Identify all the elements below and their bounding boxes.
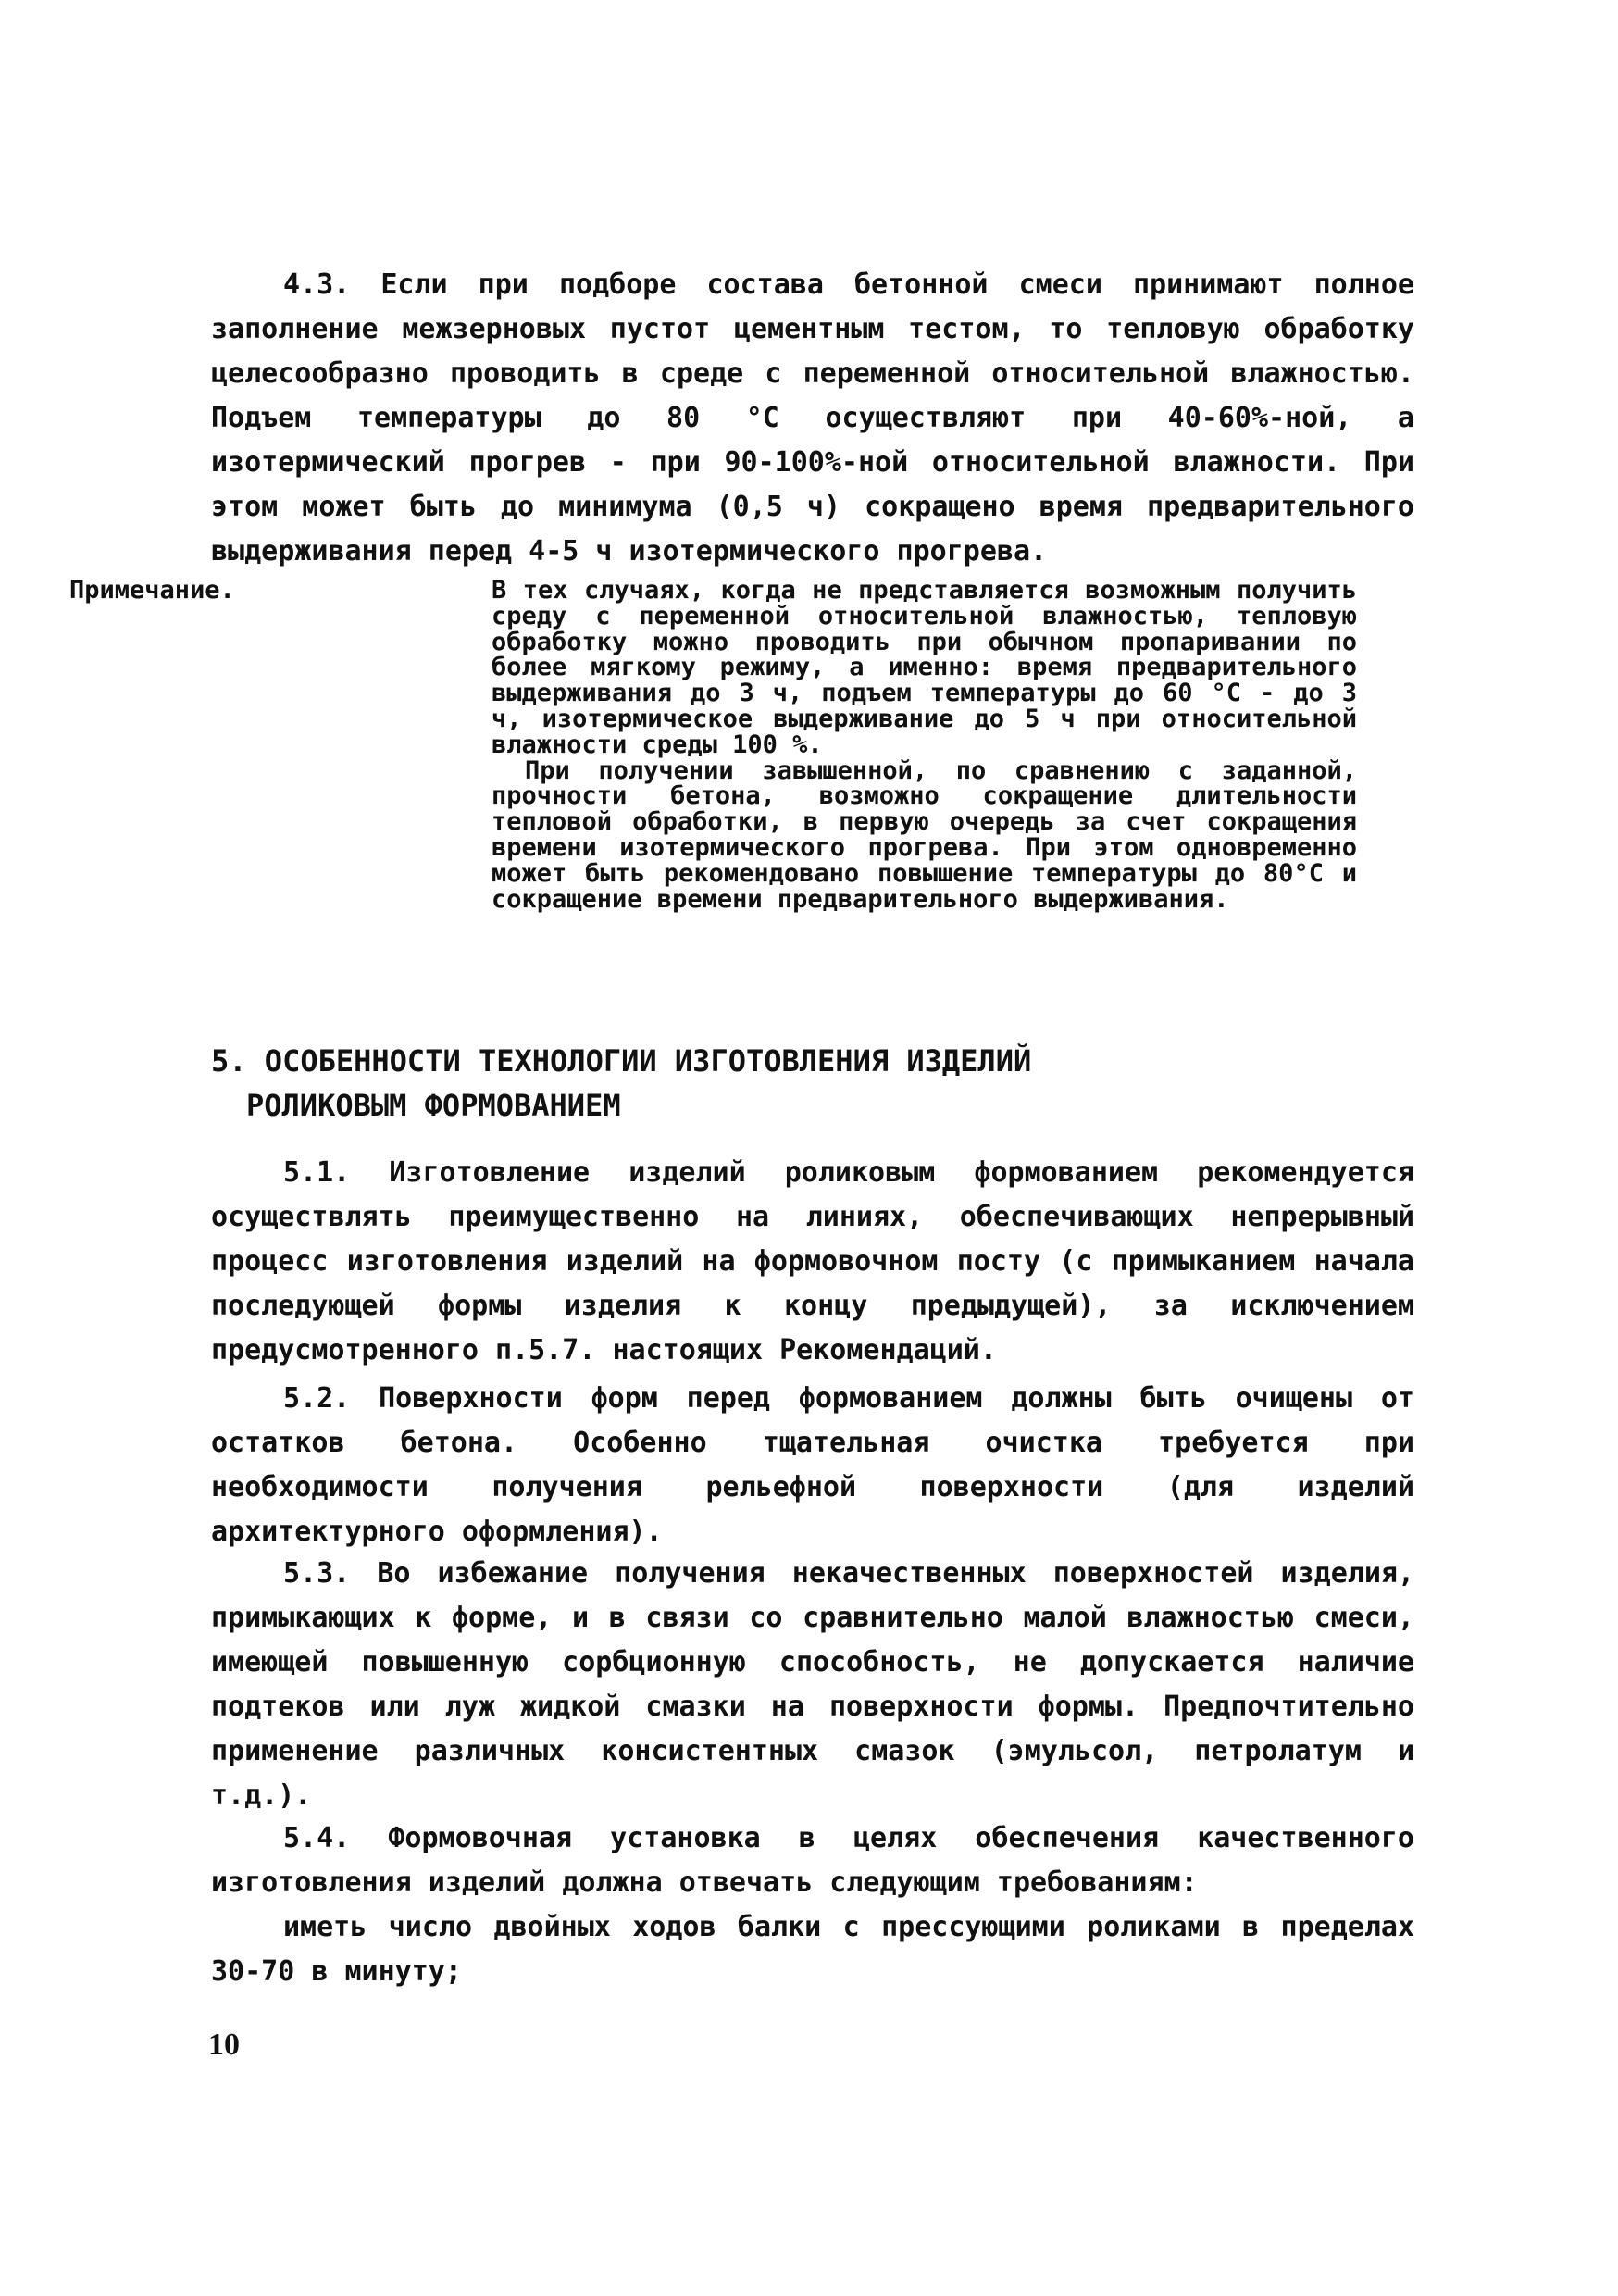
note-text-1: В тех случаях, когда не представляется возможным получить среду с переменной относительной влажностью, тепловую обработку можно проводить при обычном пропаривании по более мягкому режиму, а именно: время предварительного выдерживания до 3 ч, подъем температуры до 60 °С - до 3 ч, изотермическое выдерживание до 5 ч при относительной влажности среды 100 %. — [492, 576, 1357, 759]
note-text-2: При получении завышенной, по сравнению с заданной, прочности бетона, возможно сокращение длительности тепловой обработки, в первую очередь за счет сокращения времени изотермического прогрева. При этом одновременно может быть рекомендовано повышение температуры до 80°С и сокращение времени предварительного выдерживания. — [492, 755, 1357, 914]
paragraph-5-4: 5.4. Формовочная установка в целях обеспечения качественного изготовления изделий должна отвечать следующим требованиям: — [211, 1822, 1414, 1899]
paragraph-5-3: 5.3. Во избежание получения некачественных поверхностей изделия, примыкающих к форме, и в связи со сравнительно малой влажностью смеси, имеющей повышенную сорбционную способность, не допускается наличие подтеков или луж жидкой смазки на поверхности формы. Предпочтительно применение различных консистентных смазок (эмульсол, петролатум и т.д.). — [211, 1557, 1414, 1812]
paragraph-5-1: 5.1. Изготовление изделий роликовым формованием рекомендуется осуществлять преимущественно на линиях, обеспечивающих непрерывный процесс изготовления изделий на формовочном посту (с примыканием начала последующей формы изделия к концу предыдущей), за исключением предусмотренного п.5.7. настоящих Рекомендаций. — [211, 1156, 1414, 1366]
section-5-heading — [211, 1039, 1322, 1128]
paragraph-5-2: 5.2. Поверхности форм перед формованием должны быть очищены от остатков бетона. Особенно тщательная очистка требуется при необходимости получения рельефной поверхности (для изделий архитектурного оформления). — [211, 1382, 1414, 1548]
section-5-heading-line1: 5. ОСОБЕННОСТИ ТЕХНОЛОГИИ ИЗГОТОВЛЕНИЯ ИЗДЕЛИЙ — [211, 1043, 1032, 1079]
paragraph-4-3: 4.3. Если при подборе состава бетонной смеси принимают полное заполнение межзерновых пустот цементным тестом, то тепловую обработку целесообразно проводить в среде с переменной относительной влажностью. Подъем температуры до 80 °С осуществляют при 40-60%-ной, а изотермический прогрев - при 90-100%-ной относительной влажности. При этом может быть до минимума (0,5 ч) сокращено время предварительного выдерживания перед 4-5 ч изотермического прогрева. — [211, 268, 1414, 568]
page-number: 10 — [208, 2028, 240, 2062]
section-5-heading-line2: РОЛИКОВЫМ ФОРМОВАНИЕМ — [246, 1088, 621, 1123]
paragraph-5-4-item: иметь число двойных ходов балки с прессующими роликами в пределах 30-70 в минуту; — [211, 1911, 1414, 1988]
note-block — [69, 576, 1357, 914]
note-label: Примечание. — [69, 576, 235, 605]
